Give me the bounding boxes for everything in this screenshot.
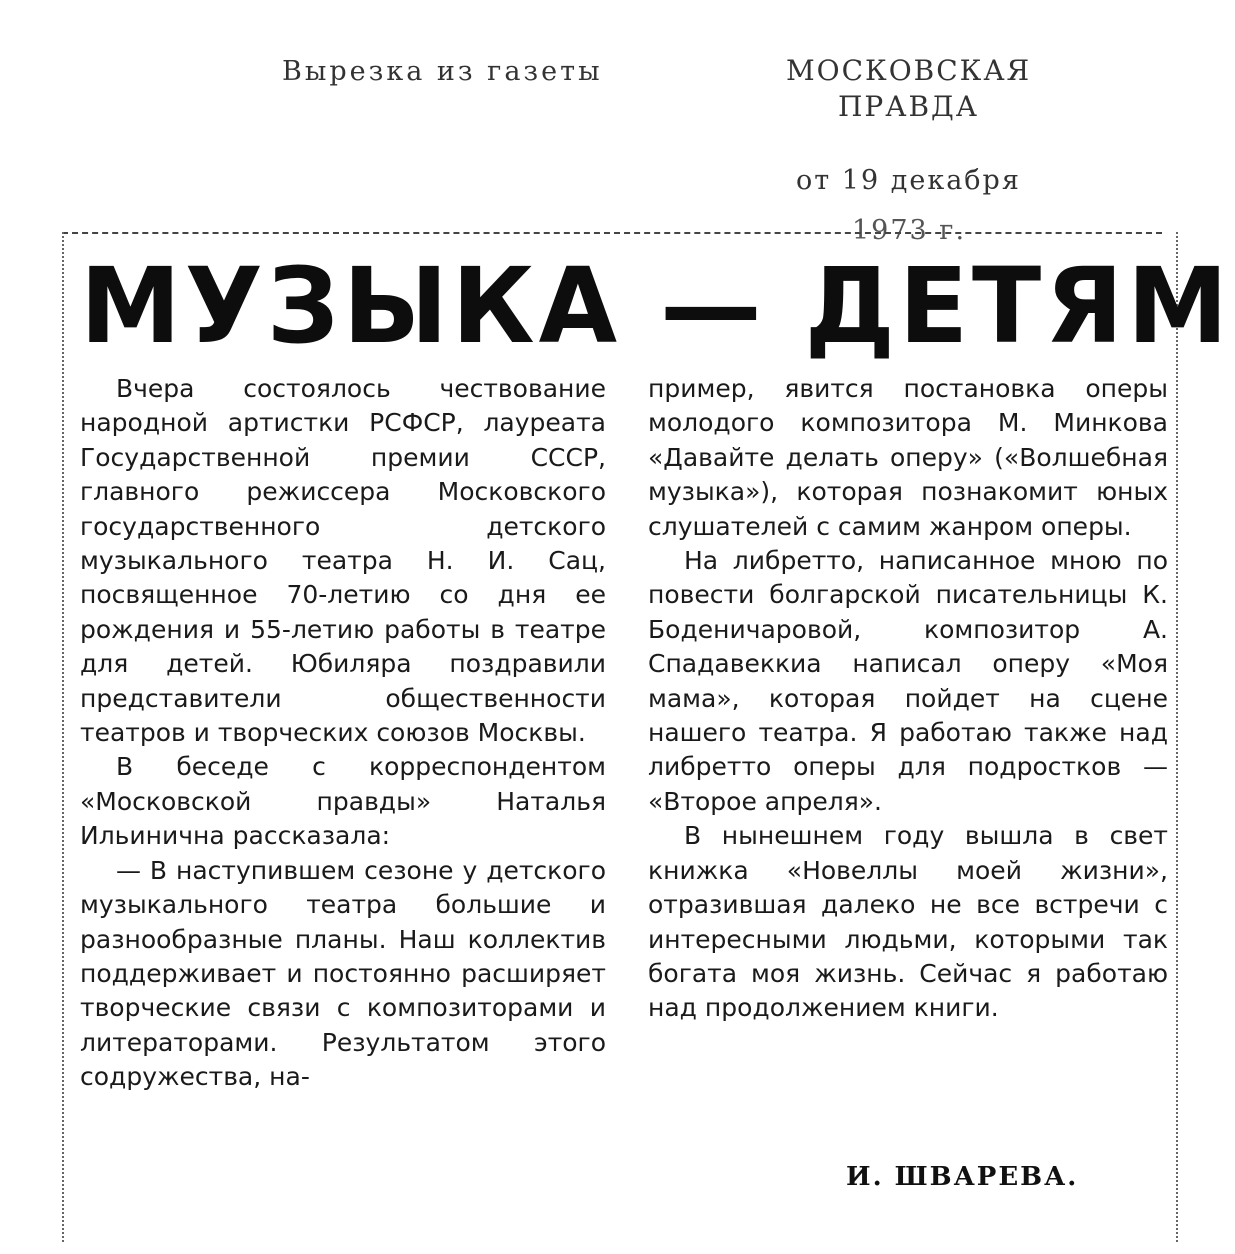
article-paragraph: На либретто, написанное мною по повести болгарской писательницы К. Боденичаровой, композитор А. Спадавеккиа написал оперу «Моя мама», которая пойдет на сцене нашего театра. Я работаю также над либретто оперы для подростков — «Второе апреля». — [648, 546, 1168, 816]
article-paragraph: — В наступившем сезоне у детского музыкального театра большие и разнообразные планы. Наш коллектив поддерживает и постоянно расширяет творческие связи с композиторами и литераторами. Результатом этого содружества, на- — [80, 855, 606, 1092]
article-column-right — [648, 372, 1168, 1026]
article-column-left — [80, 372, 606, 1095]
stamp-newspaper-name-line1: МОСКОВСКАЯ — [786, 54, 1032, 87]
article-headline: МУЗЫКА — ДЕТЯМ — [80, 245, 1232, 367]
article-paragraph: Вчера состоялось чествование народной артистки РСФСР, лауреата Государственной премии СССР, главного режиссера Московского государственного детского музыкального театра Н. И. Сац, посвященное 70-летию со дня ее рождения и 55-летию работы в театре для детей. Юбиляра поздравили представители общественности театров и творческих союзов Москвы. — [80, 374, 606, 748]
article-paragraph: В нынешнем году вышла в свет книжка «Новеллы моей жизни», отразившая далеко не все встречи с интересными людьми, которыми так богата моя жизнь. Сейчас я работаю над продолжением книги. — [648, 821, 1168, 1023]
stamp-date: от 19 декабря — [796, 165, 1021, 196]
article-signature: И. ШВАРЕВА. — [846, 1162, 1079, 1192]
article-paragraph: пример, явится постановка оперы молодого композитора М. Минкова «Давайте делать оперу» («Волшебная музыка»), которая познакомит юных слушателей с самим жанром оперы. — [648, 374, 1168, 541]
stamp-label: Вырезка из газеты — [282, 56, 603, 87]
stamp-year: 1973 г. — [852, 215, 967, 246]
article-paragraph: В беседе с корреспондентом «Московской правды» Наталья Ильинична рассказала: — [80, 752, 606, 851]
clipping-cut-edge-top — [62, 232, 1162, 234]
stamp-newspaper-name-line2: ПРАВДА — [838, 90, 980, 123]
clipping-cut-edge-left — [62, 232, 64, 1242]
clipping-cut-edge-right — [1176, 232, 1178, 1242]
